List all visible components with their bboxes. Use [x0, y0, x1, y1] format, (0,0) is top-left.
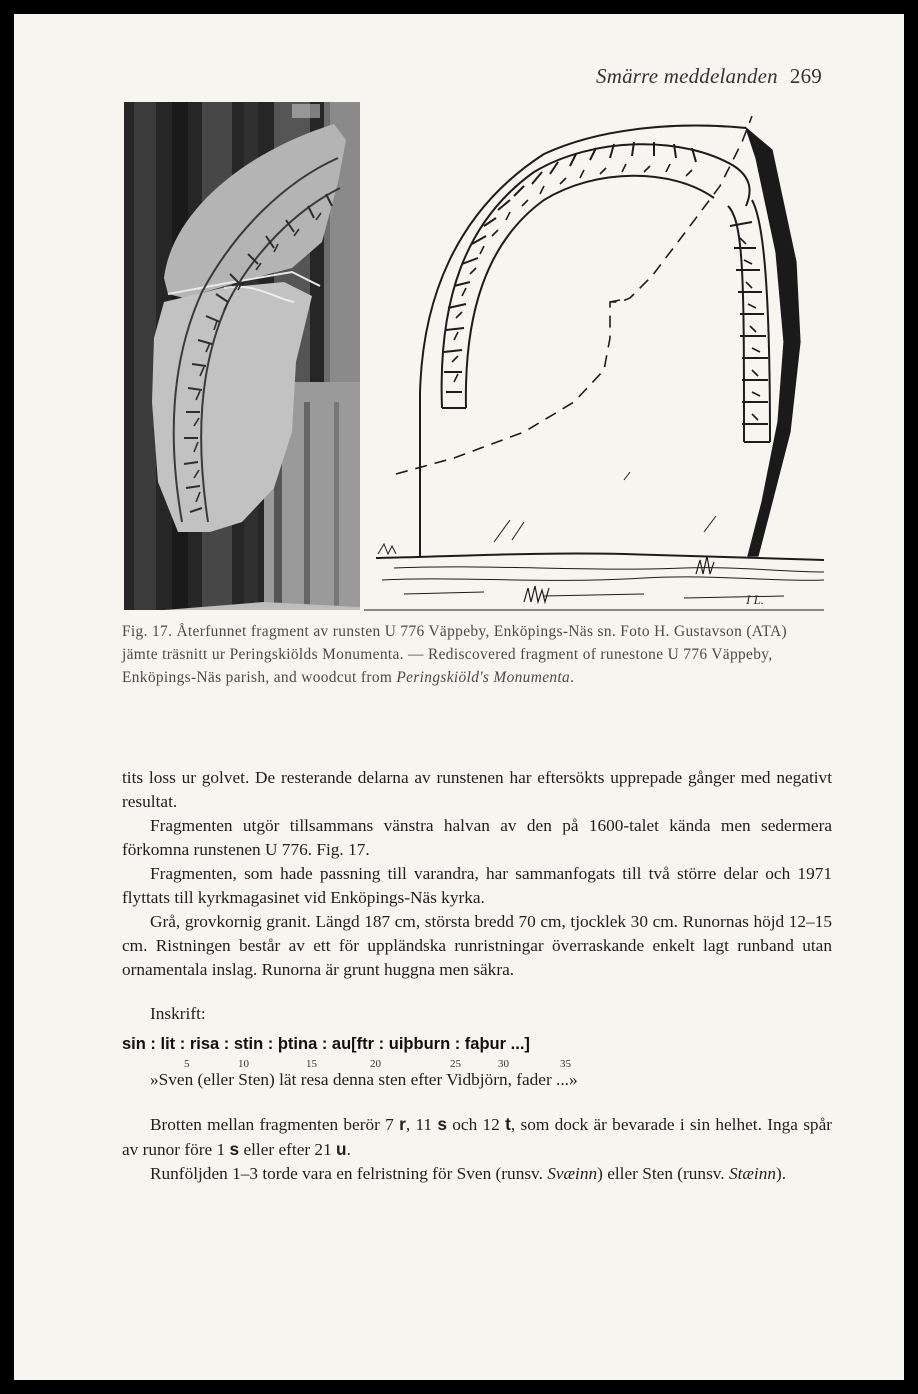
running-head-title: Smärre meddelanden — [596, 64, 778, 88]
p5-text-a: Brotten mellan fragmenten berör 7 — [150, 1115, 400, 1134]
p5-text-d: , som dock är bevarade i sin helhet. Inga spår av runor före 1 — [122, 1115, 832, 1159]
p5-text-e: eller efter 21 — [239, 1140, 337, 1159]
translation: »Sven (eller Sten) lät resa denna sten efter Vidbjörn, fader ...» — [150, 1070, 578, 1089]
paragraph-1: tits loss ur golvet. De resterande delarna av runstenen har eftersökts upprepade gånger med negativt resultat. — [122, 768, 832, 811]
figure-caption — [122, 620, 824, 689]
p5-text-b: , 11 — [405, 1115, 438, 1134]
paragraph-2: Fragmenten utgör tillsammans vänstra halvan av den på 1600-talet kända men sedermera förkomna runstenen U 776. Fig. 17. — [122, 816, 832, 859]
caption-lead: Fig. 17. Återfunnet fragment av runsten U 776 Väppeby, Enköpings-Näs sn. Foto H. Gustavson (ATA) jämte träsnitt ur Peringskiölds Monumenta. — Rediscovered fragment of runestone U 776 Väppeby, Enköpings-Näs parish, and woodcut from — [122, 623, 788, 686]
body-text — [122, 766, 832, 1186]
rune-number: 35 — [560, 1058, 571, 1070]
p6-italic-1: Svæinn — [547, 1164, 598, 1183]
p5-text-f: . — [346, 1140, 351, 1159]
runic-inscription: sin : lit : risa : stin : þtina : au[ftr : uiþburn : faþur ...] — [122, 1035, 530, 1053]
woodcut-drawing — [364, 116, 824, 610]
rune-numbering — [122, 1054, 832, 1068]
rune-number: 30 — [498, 1058, 509, 1070]
page-number: 269 — [789, 64, 822, 88]
caption-end: . — [570, 669, 575, 686]
rune-number: 25 — [450, 1058, 461, 1070]
figure-17 — [124, 102, 824, 614]
p6-text-a: Runföljden 1–3 torde vara en felristning för Sven (runsv. — [150, 1164, 548, 1183]
rune-u: u — [336, 1139, 347, 1159]
paragraph-6 — [122, 1162, 832, 1186]
page-sheet — [14, 14, 904, 1380]
rune-s: s — [437, 1114, 447, 1134]
caption-italic: Peringskiöld's Monumenta — [396, 669, 571, 686]
runestone-photo — [124, 102, 360, 610]
running-head — [596, 64, 822, 89]
rune-number: 5 — [184, 1058, 190, 1070]
inskrift-label: Inskrift: — [150, 1004, 206, 1023]
p6-text-b: ) eller Sten (runsv. — [597, 1164, 729, 1183]
p6-italic-2: Stæinn — [728, 1164, 777, 1183]
p6-text-c: ). — [776, 1164, 787, 1183]
rune-t: t — [505, 1114, 511, 1134]
paragraph-3: Fragmenten, som hade passning till varandra, har sammanfogats till två större delar och 1971 flyttats till kyrkmagasinet vid Enköpings-Näs kyrka. — [122, 864, 832, 907]
woodcut-initials: I L. — [746, 592, 765, 607]
rune-r: r — [399, 1114, 406, 1134]
p5-text-c: och 12 — [447, 1115, 506, 1134]
rune-number: 15 — [306, 1058, 317, 1070]
paragraph-4: Grå, grovkornig granit. Längd 187 cm, största bredd 70 cm, tjocklek 30 cm. Runornas höjd 12–15 cm. Ristningen består av ett för uppländska runristningar överraskande enkelt lagt runband utan ornamentala inslag. Runorna är grunt huggna men säkra. — [122, 912, 832, 979]
rune-number: 10 — [238, 1058, 249, 1070]
rune-number: 20 — [370, 1058, 381, 1070]
figure-artwork — [124, 102, 824, 614]
rune-s-2: s — [229, 1139, 240, 1159]
paragraph-5 — [122, 1112, 832, 1162]
